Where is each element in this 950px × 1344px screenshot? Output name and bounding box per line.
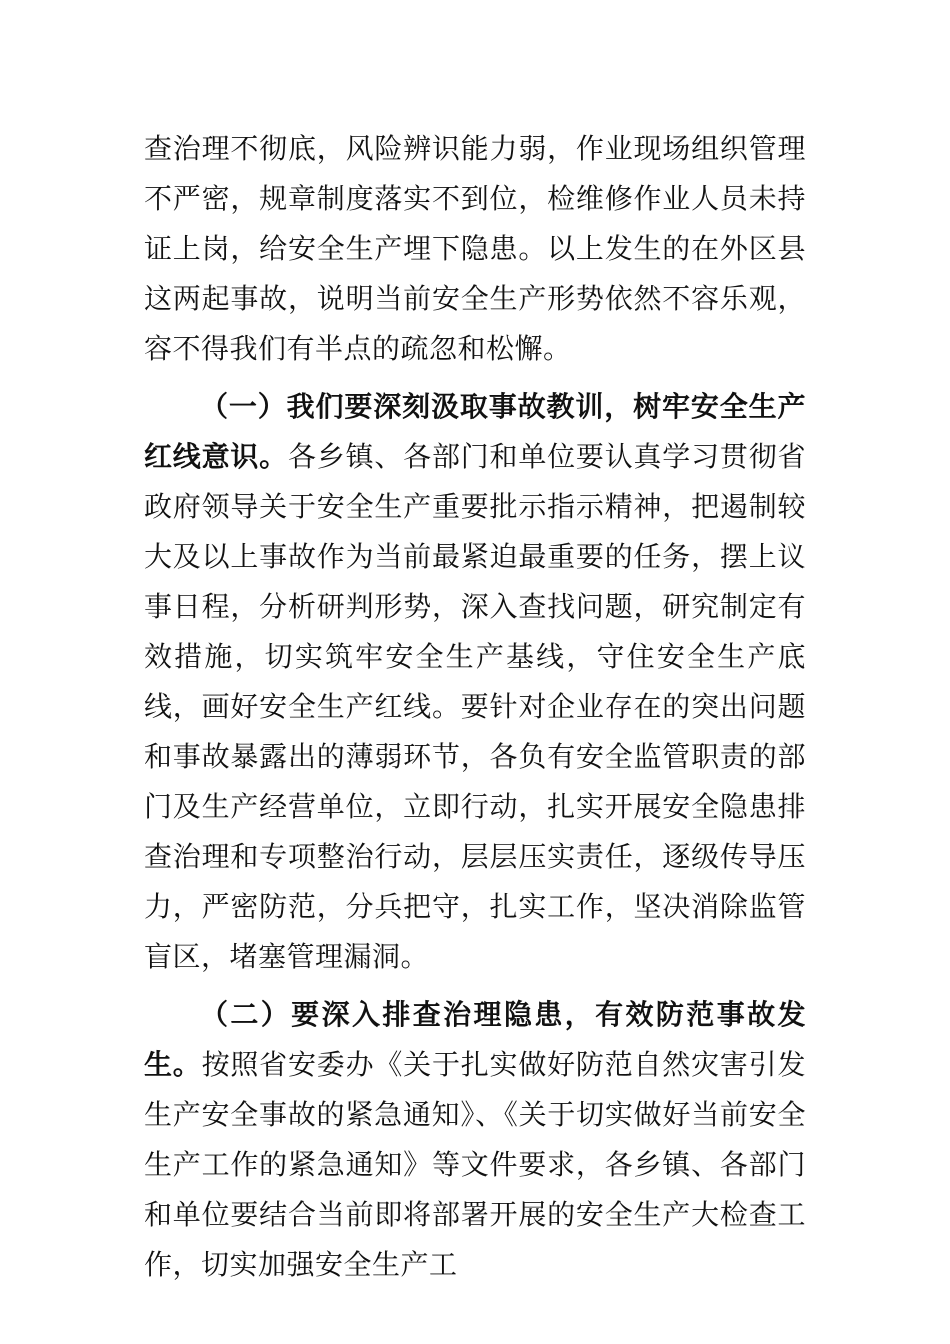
paragraph-section-two [144,990,806,1290]
paragraph-section-one [144,382,806,982]
paragraph-text: 各乡镇、各部门和单位要认真学习贯彻省政府领导关于安全生产重要批示指示精神，把遏制较大及以上事故作为当前最紧迫最重要的任务，摆上议事日程，分析研判形势，深入查找问题，研究制定有效措施，切实筑牢安全生产基线，守住安全生产底线，画好安全生产红线。要针对企业存在的突出问题和事故暴露出的薄弱环节，各负有安全监管职责的部门及生产经营单位，立即行动，扎实开展安全隐患排查治理和专项整治行动，层层压实责任，逐级传导压力，严密防范，分兵把守，扎实工作，坚决消除监管盲区，堵塞管理漏洞。 [144,440,806,973]
section-heading: （一）我们要深刻汲取事故教训，树牢安全生产红线意识。 [144,390,806,473]
paragraph-continuation [144,124,806,374]
section-heading: （二）要深入排查治理隐患，有效防范事故发生。 [144,998,806,1081]
document-page [144,124,806,1290]
paragraph-text: 查治理不彻底，风险辨识能力弱，作业现场组织管理不严密，规章制度落实不到位，检维修作业人员未持证上岗，给安全生产埋下隐患。以上发生的在外区县这两起事故，说明当前安全生产形势依然不容乐观，容不得我们有半点的疏忽和松懈。 [144,132,806,365]
paragraph-text: 按照省安委办《关于扎实做好防范自然灾害引发生产安全事故的紧急通知》、《关于切实做好当前安全生产工作的紧急通知》等文件要求，各乡镇、各部门和单位要结合当前即将部署开展的安全生产大检查工作，切实加强安全生产工 [144,1048,806,1281]
